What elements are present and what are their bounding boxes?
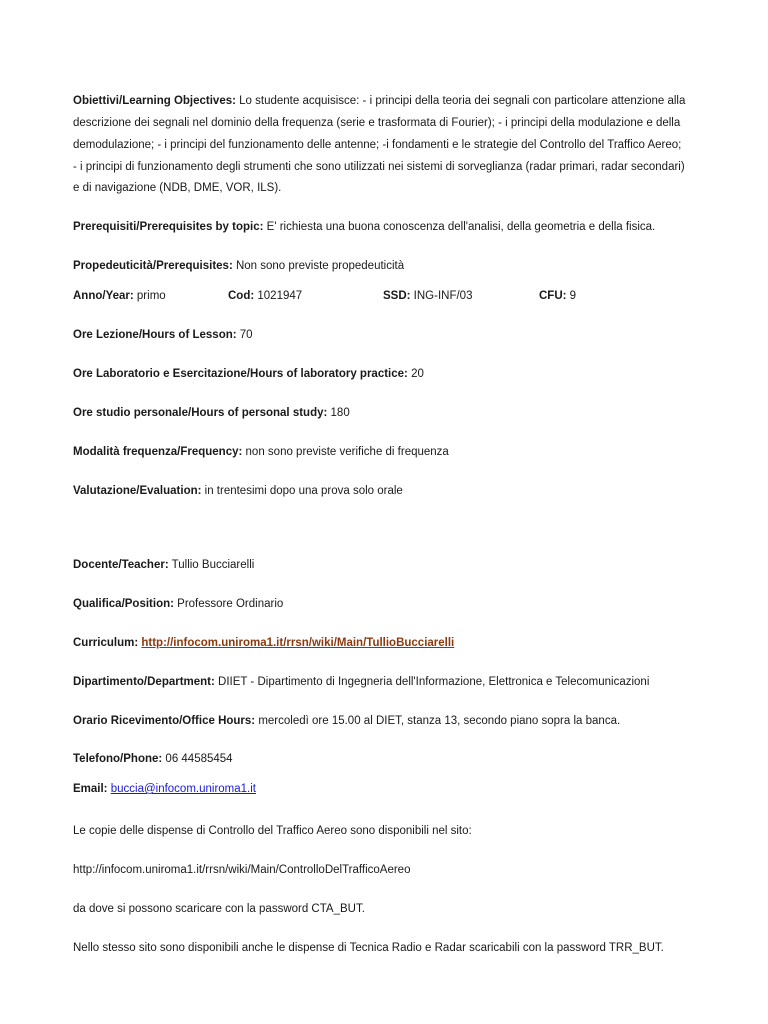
email-label: Email:	[73, 783, 108, 795]
year-field	[73, 289, 166, 303]
evaluation-label: Valutazione/Evaluation:	[73, 485, 202, 497]
year-value: primo	[133, 290, 166, 302]
evaluation-value: in trentesimi dopo una prova solo orale	[201, 485, 403, 497]
prerequisites-topic-row	[73, 220, 655, 234]
study-hours-row	[73, 406, 350, 420]
department-row	[73, 675, 649, 689]
objectives-line-3: demodulazione; - i principi del funzionamento delle antenne; -i fondamenti e le strategie del Controllo del Traffico Aereo;	[73, 139, 682, 151]
ssd-value: ING-INF/03	[410, 290, 473, 302]
evaluation-row	[73, 484, 403, 498]
notes-line-4: Nello stesso sito sono disponibili anche le dispense di Tecnica Radio e Radar scaricabili con la password TRR_BUT.	[73, 942, 664, 954]
notes-url-line: http://infocom.uniroma1.it/rrsn/wiki/Main/ControlloDelTrafficoAereo	[73, 864, 411, 876]
propaedeutic-value: Non sono previste propedeuticità	[232, 260, 405, 272]
curriculum-link[interactable]: http://infocom.uniroma1.it/rrsn/wiki/Main/TullioBucciarelli	[141, 637, 455, 649]
cfu-field	[539, 289, 576, 303]
phone-row	[73, 752, 233, 766]
lab-hours-row	[73, 367, 424, 381]
department-label: Dipartimento/Department:	[73, 676, 215, 688]
year-label: Anno/Year:	[73, 290, 134, 302]
notes-line-3: da dove si possono scaricare con la password CTA_BUT.	[73, 903, 365, 915]
office-hours-row	[73, 714, 620, 728]
cfu-label: CFU:	[539, 290, 567, 302]
study-hours-label: Ore studio personale/Hours of personal study:	[73, 407, 328, 419]
lesson-hours-value: 70	[236, 329, 253, 341]
lab-hours-label: Ore Laboratorio e Esercitazione/Hours of laboratory practice:	[73, 368, 408, 380]
teacher-value: Tullio Bucciarelli	[168, 559, 255, 571]
ssd-label: SSD:	[383, 290, 411, 302]
objectives-line-2: descrizione dei segnali nel dominio della frequenza (serie e trasformata di Fourier); - i principi della modulazione e della	[73, 117, 681, 129]
position-value: Professore Ordinario	[173, 598, 284, 610]
curriculum-row	[73, 636, 454, 650]
phone-value: 06 44585454	[162, 753, 233, 765]
position-label: Qualifica/Position:	[73, 598, 174, 610]
code-label: Cod:	[228, 290, 255, 302]
objectives-line-4: - i principi di funzionamento degli strumenti che sono utilizzati nei sistemi di sorveglianza (radar primari, radar secondari)	[73, 161, 685, 173]
position-row	[73, 597, 283, 611]
prerequisites-topic-label: Prerequisiti/Prerequisites by topic:	[73, 221, 264, 233]
teacher-label: Docente/Teacher:	[73, 559, 169, 571]
frequency-row	[73, 445, 449, 459]
notes-line-1: Le copie delle dispense di Controllo del Traffico Aereo sono disponibili nel sito:	[73, 825, 472, 837]
lab-hours-value: 20	[407, 368, 424, 380]
office-hours-value: mercoledì ore 15.00 al DIET, stanza 13, secondo piano sopra la banca.	[255, 715, 621, 727]
objectives-label: Obiettivi/Learning Objectives:	[73, 95, 236, 107]
lesson-hours-row	[73, 328, 253, 342]
objectives-line-5: e di navigazione (NDB, DME, VOR, ILS).	[73, 182, 282, 194]
ssd-field	[383, 289, 472, 303]
frequency-label: Modalità frequenza/Frequency:	[73, 446, 243, 458]
office-hours-label: Orario Ricevimento/Office Hours:	[73, 715, 256, 727]
propaedeutic-row	[73, 259, 404, 273]
code-field	[228, 289, 302, 303]
lesson-hours-label: Ore Lezione/Hours of Lesson:	[73, 329, 237, 341]
propaedeutic-label: Propedeuticità/Prerequisites:	[73, 260, 233, 272]
prerequisites-topic-value: E' richiesta una buona conoscenza dell'analisi, della geometria e della fisica.	[263, 221, 656, 233]
teacher-row	[73, 558, 254, 572]
curriculum-label: Curriculum:	[73, 637, 139, 649]
email-link[interactable]: buccia@infocom.uniroma1.it	[110, 783, 256, 795]
cfu-value: 9	[566, 290, 577, 302]
phone-label: Telefono/Phone:	[73, 753, 163, 765]
email-row	[73, 782, 256, 796]
objectives-line-1	[73, 94, 685, 108]
study-hours-value: 180	[327, 407, 350, 419]
department-value: DIIET - Dipartimento di Ingegneria dell'Informazione, Elettronica e Telecomunicazioni	[214, 676, 650, 688]
frequency-value: non sono previste verifiche di frequenza	[242, 446, 449, 458]
code-value: 1021947	[254, 290, 303, 302]
objectives-text-1: Lo studente acquisisce: - i principi della teoria dei segnali con particolare attenzione alla	[235, 95, 686, 107]
